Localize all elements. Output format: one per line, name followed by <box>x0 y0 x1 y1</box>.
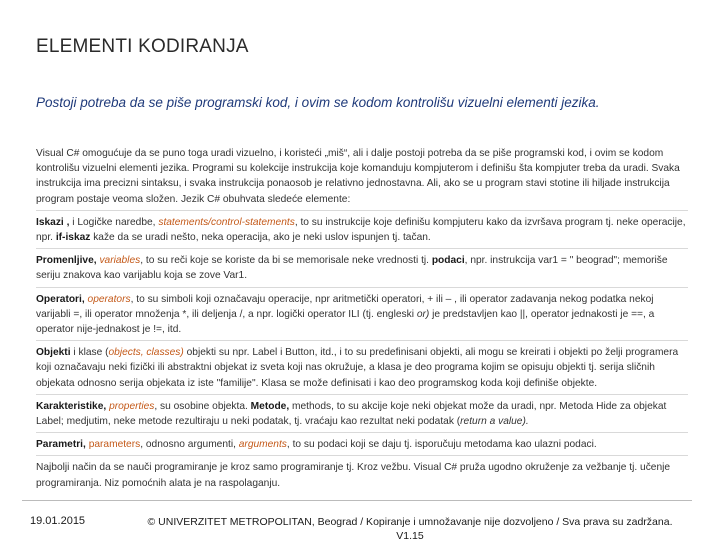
english-term: operators <box>87 293 131 305</box>
paragraph-operatori <box>36 292 688 342</box>
text: , odnosno argumenti, <box>140 439 239 451</box>
term-karakteristike: Karakteristike, <box>36 400 107 412</box>
term-parametri: Parametri, <box>36 439 86 451</box>
text: , npr. instrukcija var1 = " beograd"; memoriše seriju znakova kao varijablu koja se zove Var1. <box>36 255 668 282</box>
intro-paragraph: Visual C# omogućuje da se puno toga uradi vizuelno, i koristeći „miš“, ali i dalje postoji potreba da se piše programski kod, i ovim se kodom kontrolišu vizuelni elementi jezika. Programi su kolekcije instrukcija koje komanduju kompjuterom i definišu šta kompjuter treba da uradi. Svaka instrukcija ima precizni sintaksu, i svaka instrukcija ponaosob je relativno jednostavna. Ali, ako se u program stavi stotine ili hiljade instrukcija program postaje veoma složen. Jezik C# obuhvata sledeće elemente: <box>36 146 688 211</box>
text: , to su podaci koji se daju tj. isporučuju metodama kao ulazni podaci. <box>286 439 597 451</box>
version-text: V1.15 <box>396 530 424 542</box>
english-term: variables <box>99 255 141 267</box>
english-term: objects, classes) <box>108 347 184 359</box>
keyword: podaci <box>431 255 465 267</box>
english-term: properties <box>109 400 155 412</box>
paragraph-objekti <box>36 345 688 395</box>
text: i klase ( <box>70 347 109 359</box>
paragraph-parametri <box>36 437 688 456</box>
text: , to su instrukcije koje definišu kompjuteru kako da izvršava program tj. neke operacije, npr. <box>36 216 686 244</box>
english-term: parameters <box>88 439 141 451</box>
text: methods, to su akcije koje neki objekat može da uradi, npr. Metoda Hide za objekat Label; medjutim, neke metode rezultiraju u neki podatak, tj. vraćaju kao rezultat neki podatak ( <box>36 400 667 428</box>
text: i Logičke naredbe, <box>69 216 159 228</box>
text: kaže da se uradi nešto, neka operacija, ako je neki uslov ispunjen tj. tačan. <box>90 232 431 244</box>
paragraph-promenljive <box>36 253 688 287</box>
copyright-text: © UNIVERZITET METROPOLITAN, Beograd / Kopiranje i umnožavanje nije dozvoljeno / Sva prava su zadržana. <box>147 516 673 528</box>
italic-text: return a value). <box>460 416 529 428</box>
keyword: if-iskaz <box>55 232 91 244</box>
term-operatori: Operatori, <box>36 293 85 305</box>
italic-text: or) <box>416 308 430 320</box>
paragraph-karakteristike <box>36 399 688 433</box>
footer-copyright <box>130 515 690 543</box>
term-promenljive: Promenljive, <box>36 255 97 267</box>
english-term: statements/control-statements <box>158 216 295 228</box>
slide-subtitle: Postoji potreba da se piše programski kod, i ovim se kodom kontrolišu vizuelni elementi jezika. <box>36 95 600 110</box>
text: , su osobine objekta. <box>154 400 251 412</box>
body-text <box>36 146 688 491</box>
text: , to su reči koje se koriste da bi se memorisale neke vrednosti tj. <box>140 255 432 267</box>
keyword: Metode, <box>250 400 290 412</box>
term-objekti: Objekti <box>36 347 71 359</box>
text: objekti su npr. Label i Button, itd., i to su predefinisani objekti, ali mogu se kreirati i objekti po želji programera koji označavaju neki fizički ili abstraktni objekat iz sveta koji nas okružuje, a klasa je deo programa kojim se opisuju objekti tj. serija sličnih objekata odnosno serija objekata iz iste "familije". Klasa se može definisati i kao deo programskog koda koji definiše objekte. <box>36 347 679 389</box>
english-term: arguments <box>238 439 287 451</box>
slide-title: ELEMENTI KODIRANJA <box>36 36 249 57</box>
footer-date: 19.01.2015 <box>30 515 86 527</box>
paragraph-iskazi <box>36 215 688 249</box>
text: , to su simboli koji označavaju operacije, npr aritmetički operatori, + ili – , ili operator zadavanja nekog podatka nekoj varijabli =, ili operator množenja *, ili deljenja /, a npr. logički operator ILI (tj. engleski <box>36 293 654 320</box>
term-iskazi: Iskazi , <box>36 216 70 228</box>
text: je predstavljen kao ||, operator jednakosti je ==, a operator nije-jednakost je !=, itd. <box>36 308 655 336</box>
closing-paragraph: Najbolji način da se nauči programiranje je kroz samo programiranje tj. Kroz vežbu. Visual C# pruža ugodno okruženje za vežbanje tj. učenje programiranja. Niz pomoćnih alata je na raspolaganju. <box>36 462 671 489</box>
